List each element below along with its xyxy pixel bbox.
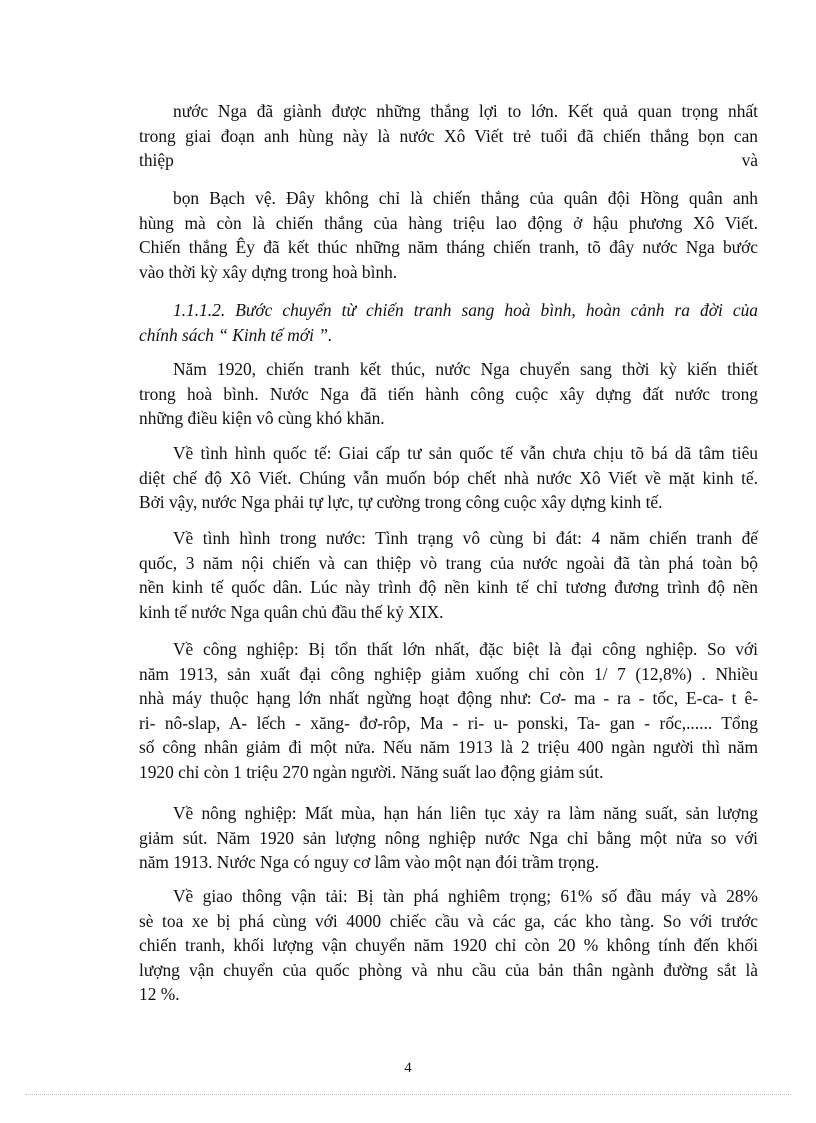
text-line: diệt chế độ Xô Viết. Chúng vẫn muốn bóp chết nhà nước Xô Viết về mặt kinh tế. [139,467,758,488]
paragraph-9 [139,884,758,1007]
footer-divider [25,1094,791,1095]
paragraph-8 [139,801,758,875]
text-line: năm 1913, sản xuất đại công nghiệp giảm xuống chỉ còn 1/ 7 (12,8%) . Nhiều [139,663,758,684]
text-line: chiến tranh, khối lượng vận chuyển năm 1920 chỉ còn 20 % không tính đến khối [139,935,758,955]
paragraph-5 [139,441,758,515]
page-number: 4 [404,1060,412,1076]
text-line: hùng mà còn là chiến thắng của hàng triệu lao động ở hậu phương Xô Viết. [139,212,758,233]
text-line: Về công nghiệp: Bị tổn thất lớn nhất, đặc biệt là đại công nghiệp. So với [173,639,758,659]
text-line: trong hoà bình. Nước Nga đã tiến hành công cuộc xây dựng đất nước trong [139,383,758,404]
section-heading [139,298,758,347]
text-line: ri- nô-slap, A- lếch - xăng- đơ-rôp, Ma - ri- u- ponski, Ta- gan - rốc,...... Tổng [139,712,758,733]
text-line: sè toa xe bị phá cùng với 4000 chiếc cầu và các ga, các kho tàng. So với trước [139,910,758,931]
text-line: nền kinh tế quốc dân. Lúc này trình độ nền kinh tế chỉ tương đương trình độ nền [139,577,758,597]
text-line: Về nông nghiệp: Mất mùa, hạn hán liên tục xảy ra làm năng suất, sản lượng [173,803,758,823]
text-line: Chiến thắng Êy đã kết thúc những năm tháng chiến tranh, tõ đây nước Nga bước [139,237,758,257]
paragraph-1 [139,99,758,173]
text-line: Về tình hình trong nước: Tình trạng vô cùng bi đát: 4 năm chiến tranh đế [173,528,758,548]
paragraph-6 [139,526,758,624]
paragraph-2 [139,186,758,284]
heading-line: chính sách “ Kinh tế mới ”. [139,324,333,345]
text-line: số công nhân giảm đi một nửa. Nếu năm 1913 là 2 triệu 400 ngàn người thì năm [139,737,758,757]
text-line: nhà máy thuộc hạng lớn nhất ngừng hoạt động như: Cơ- ma - ra - tốc, E-ca- t ê- [139,688,758,708]
text-line: năm 1913. Nước Nga có nguy cơ lâm vào một nạn đói trầm trọng. [139,852,600,872]
text-line: Năm 1920, chiến tranh kết thúc, nước Nga chuyển sang thời kỳ kiến thiết [173,359,758,379]
text-line: trong giai đoạn anh hùng này là nước Xô Viết trẻ tuổi đã chiến thắng bọn can [139,125,758,146]
text-line: kinh tế nước Nga quân chủ đầu thế kỷ XIX. [139,601,444,622]
text-line [139,148,758,173]
text-line: giảm sút. Năm 1920 sản lượng nông nghiệp nước Nga chỉ bằng một nửa so với [139,827,758,848]
text-line: lượng vận chuyển của quốc phòng và nhu cầu của bản thân ngành đường sắt là [139,959,758,980]
text-line: 1920 chỉ còn 1 triệu 270 ngàn người. Năng suất lao động giảm sút. [139,761,604,782]
text-line: những điều kiện vô cùng khó khăn. [139,408,385,428]
heading-line: 1.1.1.2. Bước chuyển từ chiến tranh sang hoà bình, hoàn cảnh ra đời của [173,300,758,320]
text-line: Về giao thông vận tải: Bị tàn phá nghiêm trọng; 61% số đầu máy và 28% [173,886,758,906]
text-line: quốc, 3 năm nội chiến và can thiệp vò trang của nước ngoài đã tàn phá toàn bộ [139,552,758,573]
text-line-end: và [741,150,758,170]
text-line: Về tình hình quốc tế: Giai cấp tư sản quốc tế vẫn chưa chịu tõ bá dã tâm tiêu [173,443,758,463]
text-line: 12 %. [139,984,180,1004]
paragraph-4 [139,357,758,431]
text-line: bọn Bạch vệ. Đây không chỉ là chiến thắng của quân đội Hồng quân anh [173,188,758,208]
text-line: vào thời kỳ xây dựng trong hoà bình. [139,261,398,282]
text-line: Bởi vậy, nước Nga phải tự lực, tự cường trong công cuộc xây dựng kinh tế. [139,492,663,512]
text-line-start: thiệp [139,150,174,170]
paragraph-7 [139,637,758,784]
text-line: nước Nga đã giành được những thắng lợi to lớn. Kết quả quan trọng nhất [173,101,758,121]
